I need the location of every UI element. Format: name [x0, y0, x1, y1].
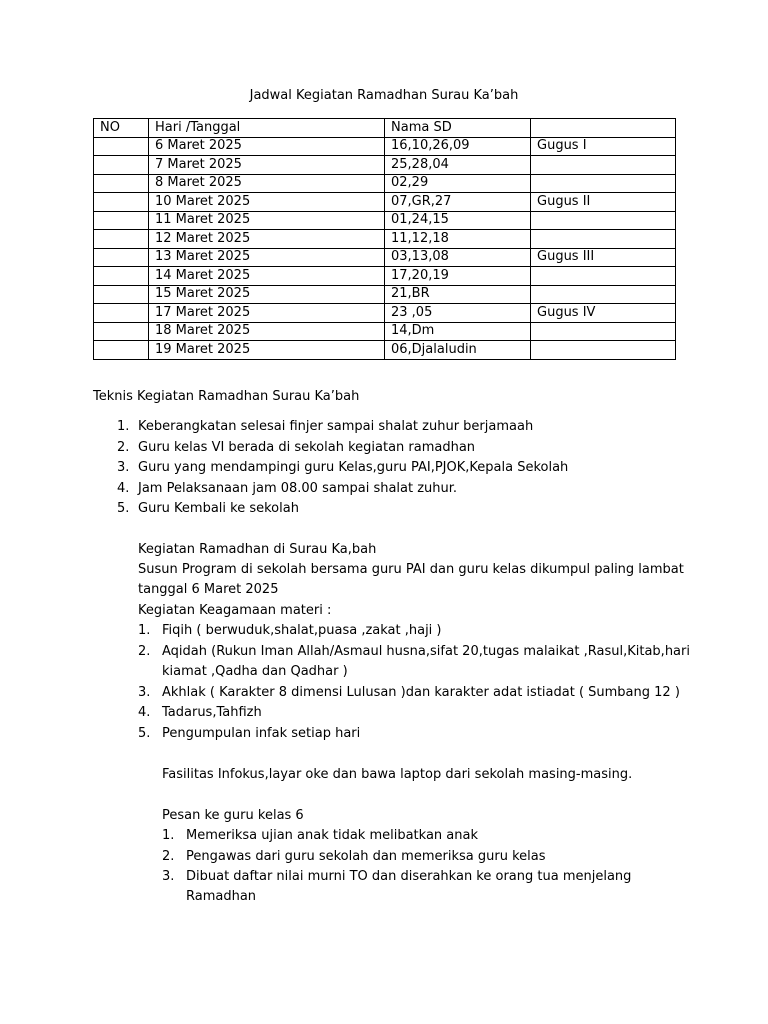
header-no: NO [94, 119, 149, 138]
table-row [94, 193, 676, 212]
page-title: Jadwal Kegiatan Ramadhan Surau Ka’bah [249, 88, 519, 103]
list-text-continued: kiamat ,Qadha dan Qadhar ) [162, 664, 348, 679]
list-number: 2. [162, 849, 175, 864]
list-number: 2. [117, 440, 130, 455]
cell-school: 11,12,18 [385, 230, 531, 249]
list-text: Pengawas dari guru sekolah dan memeriksa guru kelas [186, 849, 546, 864]
list-text: Fiqih ( berwuduk,shalat,puasa ,zakat ,haji ) [162, 623, 442, 638]
cell-date: 7 Maret 2025 [149, 156, 385, 175]
cell-group: Gugus III [531, 248, 676, 267]
table-row [94, 304, 676, 323]
list-text: Memeriksa ujian anak tidak melibatkan anak [186, 828, 478, 843]
cell-no [94, 156, 149, 175]
kegiatan-heading: Kegiatan Ramadhan di Surau Ka,bah [138, 542, 377, 557]
list-text: Jam Pelaksanaan jam 08.00 sampai shalat zuhur. [138, 481, 458, 496]
list-text-continued: Ramadhan [186, 889, 257, 904]
table-row [94, 174, 676, 193]
fasilitas-text: Fasilitas Infokus,layar oke dan bawa laptop dari sekolah masing-masing. [162, 767, 633, 782]
table-row [94, 341, 676, 360]
cell-no [94, 322, 149, 341]
list-number: 3. [117, 460, 130, 475]
cell-school: 02,29 [385, 174, 531, 193]
cell-school: 14,Dm [385, 322, 531, 341]
list-text: Aqidah (Rukun Iman Allah/Asmaul husna,sifat 20,tugas malaikat ,Rasul,Kitab,hari [162, 644, 690, 659]
cell-no [94, 248, 149, 267]
cell-group [531, 322, 676, 341]
cell-no [94, 193, 149, 212]
cell-date: 6 Maret 2025 [149, 137, 385, 156]
list-number: 1. [162, 828, 175, 843]
cell-date: 10 Maret 2025 [149, 193, 385, 212]
cell-no [94, 174, 149, 193]
table-row [94, 248, 676, 267]
table-row [94, 211, 676, 230]
cell-group [531, 156, 676, 175]
table-row [94, 322, 676, 341]
header-school: Nama SD [385, 119, 531, 138]
list-number: 5. [138, 726, 151, 741]
cell-date: 14 Maret 2025 [149, 267, 385, 286]
list-text: Guru kelas VI berada di sekolah kegiatan ramadhan [138, 440, 476, 455]
header-group [531, 119, 676, 138]
cell-school: 21,BR [385, 285, 531, 304]
header-date: Hari /Tanggal [149, 119, 385, 138]
cell-school: 23 ,05 [385, 304, 531, 323]
list-text: Pengumpulan infak setiap hari [162, 726, 361, 741]
table-header-row [94, 119, 676, 138]
cell-no [94, 341, 149, 360]
table-row [94, 267, 676, 286]
list-number: 2. [138, 644, 151, 659]
cell-date: 17 Maret 2025 [149, 304, 385, 323]
cell-date: 8 Maret 2025 [149, 174, 385, 193]
list-number: 1. [138, 623, 151, 638]
cell-group: Gugus IV [531, 304, 676, 323]
cell-school: 07,GR,27 [385, 193, 531, 212]
cell-no [94, 304, 149, 323]
cell-group [531, 267, 676, 286]
cell-no [94, 267, 149, 286]
cell-date: 11 Maret 2025 [149, 211, 385, 230]
list-number: 3. [138, 685, 151, 700]
cell-school: 17,20,19 [385, 267, 531, 286]
cell-date: 12 Maret 2025 [149, 230, 385, 249]
cell-no [94, 137, 149, 156]
cell-school: 01,24,15 [385, 211, 531, 230]
list-number: 4. [138, 705, 151, 720]
list-text: Dibuat daftar nilai murni TO dan diserahkan ke orang tua menjelang [186, 869, 632, 884]
cell-group [531, 211, 676, 230]
cell-school: 16,10,26,09 [385, 137, 531, 156]
cell-no [94, 285, 149, 304]
list-number: 4. [117, 481, 130, 496]
cell-group [531, 285, 676, 304]
list-text: Keberangkatan selesai finjer sampai shalat zuhur berjamaah [138, 419, 534, 434]
cell-no [94, 211, 149, 230]
schedule-table [93, 118, 676, 360]
list-number: 1. [117, 419, 130, 434]
list-number: 5. [117, 501, 130, 516]
program-line-1: Susun Program di sekolah bersama guru PAI dan guru kelas dikumpul paling lambat [138, 562, 684, 577]
table-row [94, 230, 676, 249]
cell-date: 18 Maret 2025 [149, 322, 385, 341]
table-row [94, 137, 676, 156]
table-row [94, 156, 676, 175]
pesan-heading: Pesan ke guru kelas 6 [162, 808, 304, 823]
list-text: Akhlak ( Karakter 8 dimensi Lulusan )dan karakter adat istiadat ( Sumbang 12 ) [162, 685, 680, 700]
list-number: 3. [162, 869, 175, 884]
cell-group: Gugus I [531, 137, 676, 156]
list-text: Guru Kembali ke sekolah [138, 501, 299, 516]
cell-date: 13 Maret 2025 [149, 248, 385, 267]
cell-no [94, 230, 149, 249]
cell-group: Gugus II [531, 193, 676, 212]
table-row [94, 285, 676, 304]
cell-group [531, 341, 676, 360]
program-line-2: tanggal 6 Maret 2025 [138, 582, 279, 597]
cell-date: 15 Maret 2025 [149, 285, 385, 304]
list-text: Tadarus,Tahfizh [162, 705, 262, 720]
cell-school: 03,13,08 [385, 248, 531, 267]
cell-group [531, 230, 676, 249]
list-text: Guru yang mendampingi guru Kelas,guru PAI,PJOK,Kepala Sekolah [138, 460, 569, 475]
teknis-heading: Teknis Kegiatan Ramadhan Surau Ka’bah [93, 389, 360, 404]
cell-date: 19 Maret 2025 [149, 341, 385, 360]
cell-school: 25,28,04 [385, 156, 531, 175]
cell-group [531, 174, 676, 193]
cell-school: 06,Djalaludin [385, 341, 531, 360]
materi-heading: Kegiatan Keagamaan materi : [138, 603, 332, 618]
